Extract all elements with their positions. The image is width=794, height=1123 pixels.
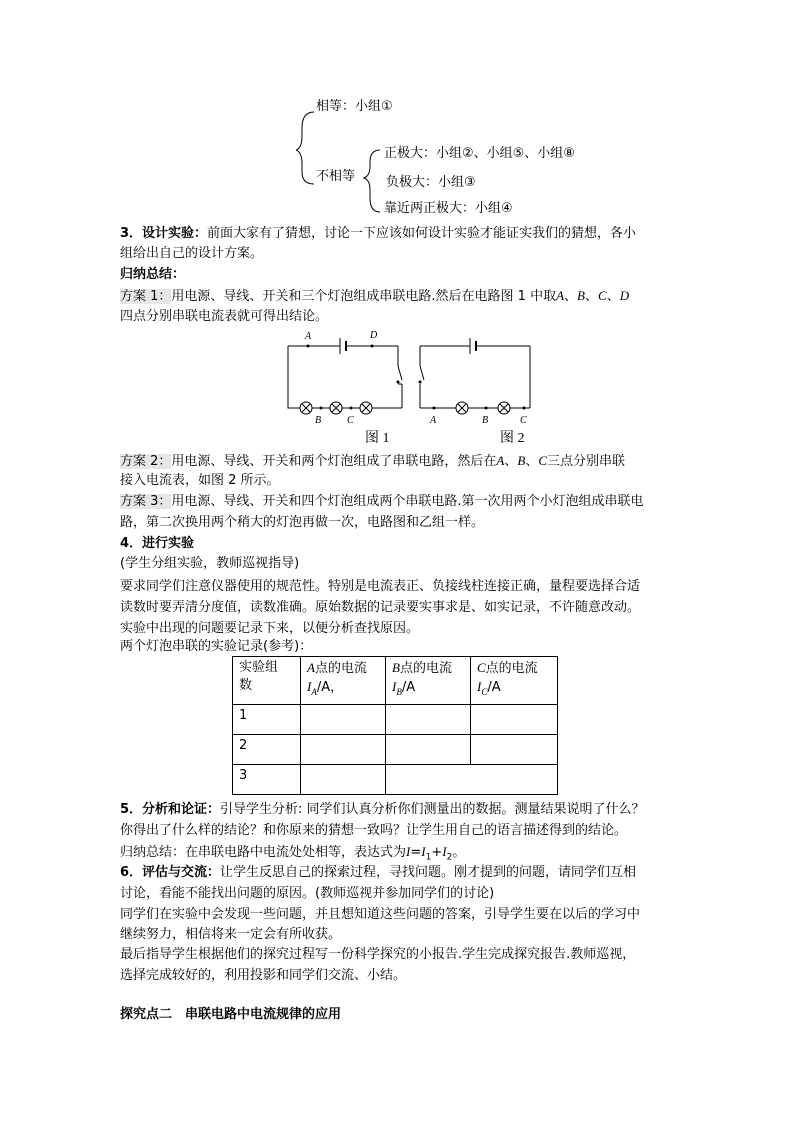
plan3-text2: 路，第二次换用两个稍大的灯泡再做一次，电路图和乙组一样。	[120, 515, 485, 530]
brace-equal: 相等：小组①	[316, 99, 393, 114]
plan1-label: 方案 1：	[120, 289, 172, 304]
section3-head: 3．设计实验：	[120, 226, 208, 241]
section6-head: 6．评估与交流：	[120, 865, 221, 880]
circuit-figure-1	[284, 326, 409, 426]
section5-head: 5．分析和论证：	[120, 802, 221, 817]
section6-line1	[120, 864, 636, 882]
plan1-text1b: 四点分别串联电流表就可得出结论。	[120, 309, 329, 324]
section5-line3: 归纳总结：在串联电路中电流处处相等，表达式为$I=I_1+I_2$。	[120, 844, 466, 863]
section3-line1	[120, 225, 636, 243]
table-header-group: 实验组 数	[233, 657, 301, 705]
plan3-label: 方案 3：	[120, 494, 172, 509]
fig2-label-b: B	[482, 415, 489, 426]
plan2-label: 方案 2：	[120, 454, 172, 469]
table-header-row	[233, 657, 558, 705]
section6-t3: 同学们在实验中会发现一些问题，并且想知道这些问题的答案，引导学生要在以后的学习中	[120, 907, 641, 922]
section5-line1	[120, 801, 645, 819]
fig1-label-b: B	[315, 415, 322, 426]
plan2-text1a: 用电源、导线、开关和两个灯泡组成了串联电路，然后在	[171, 454, 497, 469]
table-row: 2	[233, 734, 558, 764]
section3-text2: 组给出自己的设计方案。	[120, 246, 264, 261]
plan2-line1: 方案 2：用电源、导线、开关和两个灯泡组成了串联电路，然后在A、B、C三点分别串联	[120, 453, 626, 469]
section4-l1: (学生分组实验，教师巡视指导)	[120, 556, 300, 571]
plan3-text1: 用电源、导线、开关和四个灯泡组成两个串联电路.第一次用两个小灯泡组成串联电	[171, 494, 644, 509]
section3-text1: 前面大家有了猜想，讨论一下应该如何设计实验才能证实我们的猜想，各小	[207, 226, 637, 241]
plan1-line1: 方案 1：用电源、导线、开关和三个灯泡组成串联电路.然后在电路图 1 中取A、B、C、D	[120, 288, 630, 304]
section4-l5: 两个灯泡串联的实验记录(参考)：	[120, 639, 313, 654]
plan1-text1a: 用电源、导线、开关和三个灯泡组成串联电路.然后在电路图 1 中取	[171, 289, 557, 304]
plan3-line1	[120, 493, 644, 511]
figure-1-caption: 图 1	[365, 431, 390, 446]
section6-t2: 讨论，看能不能找出问题的原因。(教师巡视并参加同学们的讨论)	[120, 886, 495, 901]
section6-t6: 选择完成较好的，利用投影和同学们交流、小结。	[120, 968, 407, 983]
brace-neg: 负极大：小组③	[386, 175, 476, 190]
inquiry-point-2-heading: 探究点二 串联电路中电流规律的应用	[120, 1007, 342, 1022]
plan2-text2: 接入电流表，如图 2 所示。	[120, 473, 280, 488]
section5-t1: 引导学生分析: 同学们认真分析你们测量出的数据。测量结果说明了什么？	[220, 802, 645, 817]
fig2-label-a: A	[430, 415, 437, 426]
fig1-label-d: D	[370, 330, 378, 341]
section6-t1: 让学生反思自己的探索过程，寻找问题。刚才提到的问题，请同学们互相	[220, 865, 637, 880]
brace-near: 靠近两正极大：小组④	[384, 201, 513, 216]
fig2-label-c: C	[520, 415, 527, 426]
section4-l3: 读数时要弄清分度值，读数准确。原始数据的记录要实事求是、如实记录，不许随意改动。	[120, 600, 641, 615]
table-header-c: C点的电流 $I_C/A$	[471, 657, 558, 705]
fig1-label-a: A	[305, 331, 312, 342]
experiment-record-table	[232, 656, 558, 795]
table-header-a: A点的电流 $I_A/A$，	[301, 657, 386, 705]
plan2-text1b: 三点分别串联	[547, 454, 626, 469]
brace-lines	[296, 108, 386, 218]
circuit-figure-2	[414, 326, 539, 426]
figure-2-caption: 图 2	[500, 431, 525, 446]
table-row: 1	[233, 704, 558, 734]
section6-t4: 继续努力，相信将来一定会有所收获。	[120, 927, 342, 942]
summary-head: 归纳总结：	[120, 267, 186, 282]
table-row: 3	[233, 764, 558, 794]
section4-head: 4．进行实验	[120, 536, 195, 551]
section5-t3: 归纳总结：在串联电路中电流处处相等，表达式为	[120, 845, 407, 860]
section6-t5: 最后指导学生根据他们的探究过程写一份科学探究的小报告.学生完成探究报告.教师巡视，	[120, 947, 636, 962]
section5-t2: 你得出了什么样的结论？和你原来的猜想一致吗？让学生用自己的语言描述得到的结论。	[120, 823, 628, 838]
section4-l2: 要求同学们注意仪器使用的规范性。特别是电流表正、负接线柱连接正确，量程要选择合适	[120, 579, 641, 594]
section4-l4: 实验中出现的问题要记录下来，以便分析查找原因。	[120, 621, 420, 636]
fig1-label-c: C	[347, 415, 354, 426]
brace-pos: 正极大：小组②、小组⑤、小组⑧	[384, 146, 575, 161]
brace-unequal: 不相等	[316, 169, 356, 184]
table-header-b: B点的电流 $I_B/A$	[386, 657, 471, 705]
